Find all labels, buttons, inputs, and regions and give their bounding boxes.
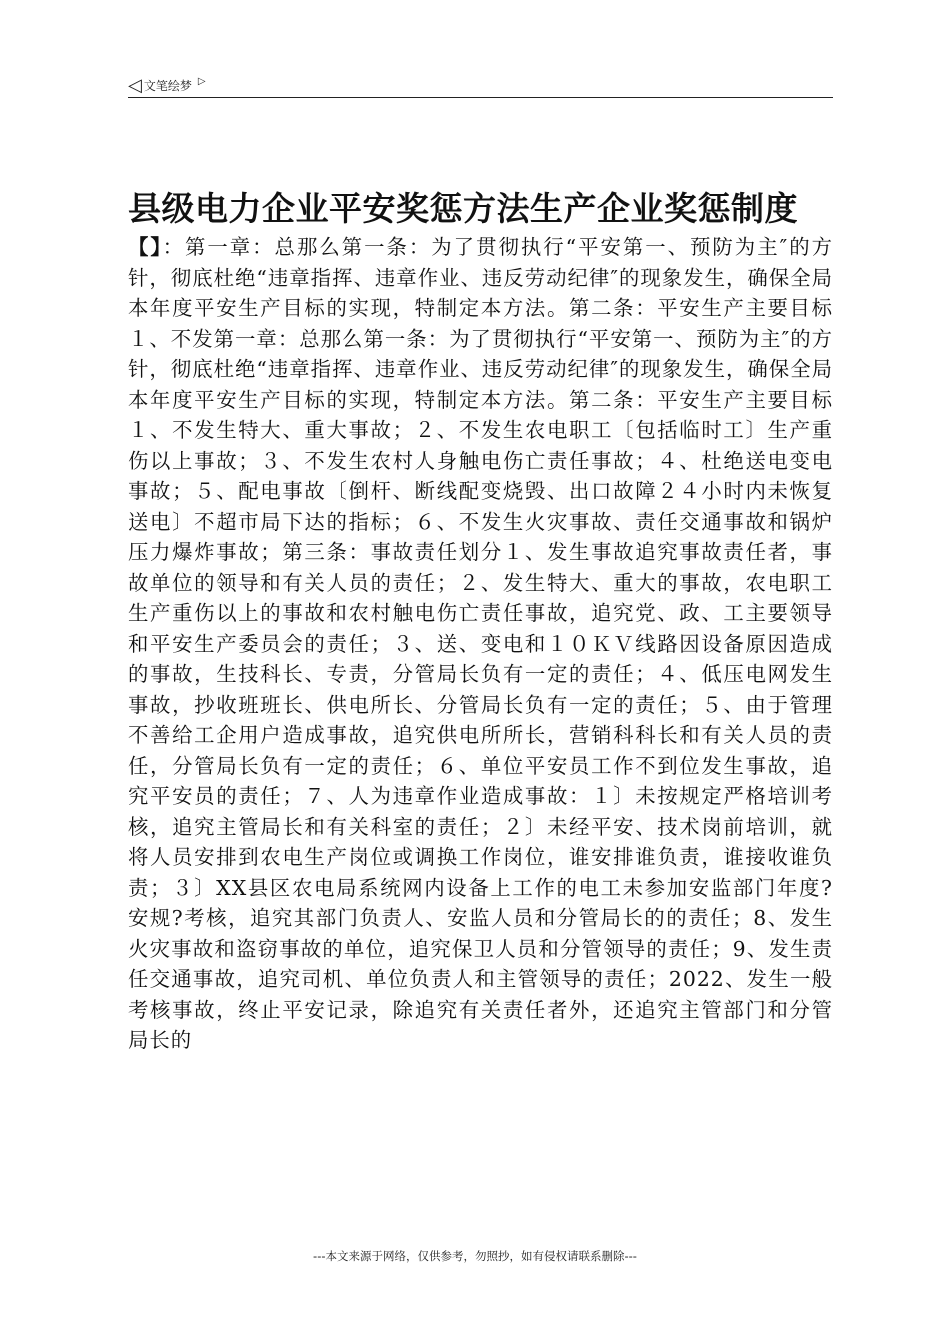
body-text: ：第一章：总那么第一条：为了贯彻执行“平安第一、预防为主″的方针，彻底杜绝“违章指挥、违章作业、违反劳动纪律″的现象发生，确保全局本年度平安生产目标的实现，特制定本方法。第二条：平安生产主要目标１、不发第一章：总那么第一条：为了贯彻执行“平安第一、预防为主″的方针，彻底杜绝“违章指挥、违章作业、违反劳动纪律″的现象发生，确保全局本年度平安生产目标的实现，特制定本方法。第二条：平安生产主要目标１、不发生特大、重大事故；２、不发生农电职工〔包括临时工〕生产重伤以上事故；３、不发生农村人身触电伤亡责任事故；４、杜绝送电变电事故；５、配电事故〔倒杆、断线配变烧毁、出口故障２４小时内未恢复送电〕不超市局下达的指标；６、不发生火灾事故、责任交通事故和锅炉压力爆炸事故；第三条：事故责任划分１、发生事故追究事故责任者，事故单位的领导和有关人员的责任；２、发生特大、重大的事故，农电职工生产重伤以上的事故和农村触电伤亡责任事故，追究党、政、工主要领导和平安生产委员会的责任；３、送、变电和１０ＫＶ线路因设备原因造成的事故，生技科长、专责，分管局长负有一定的责任；４、低压电网发生事故，抄收班班长、供电所长、分管局长负有一定的责任；５、由于管理不善给工企用户造成事故，追究供电所所长，营销科科长和有关人员的责任，分管局长负有一定的责任；６、单位平安员工作不到位发生事故，追究平安员的责任；７、人为违章作业造成事故：１〕未按规定严格培训考核，追究主管局长和有关科室的责任；２〕未经平安、技术岗前培训，就将人员安排到农电生产岗位或调换工作岗位，谁安排谁负责，谁接收谁负责；３〕XX县区农电局系统网内设备上工作的电工未参加安监部门年度?安规?考核，追究其部门负责人、安监人员和分管局长的的责任；8、发生火灾事故和盗窃事故的单位，追究保卫人员和分管领导的责任；9、发生责任交通事故，追究司机、单位负责人和主管领导的责任；2022、发生一般考核事故，终止平安记录，除追究有关责任者外，还追究主管部门和分管局长的 xyxy=(128,235,833,1052)
triangle-right-icon: ▷ xyxy=(197,75,206,87)
document-body xyxy=(128,232,833,1056)
header-brand: 文笔绘梦 xyxy=(143,78,192,93)
header-divider xyxy=(128,97,833,98)
document-title: 县级电力企业平安奖惩方法生产企业奖惩制度 xyxy=(128,189,798,228)
triangle-left-icon: ◁ xyxy=(128,74,142,96)
page-header xyxy=(128,72,833,98)
lead-bracket: 【】 xyxy=(128,235,163,259)
footer-notice: ---本文来源于网络，仅供参考，勿照抄，如有侵权请联系删除--- xyxy=(313,1249,637,1263)
